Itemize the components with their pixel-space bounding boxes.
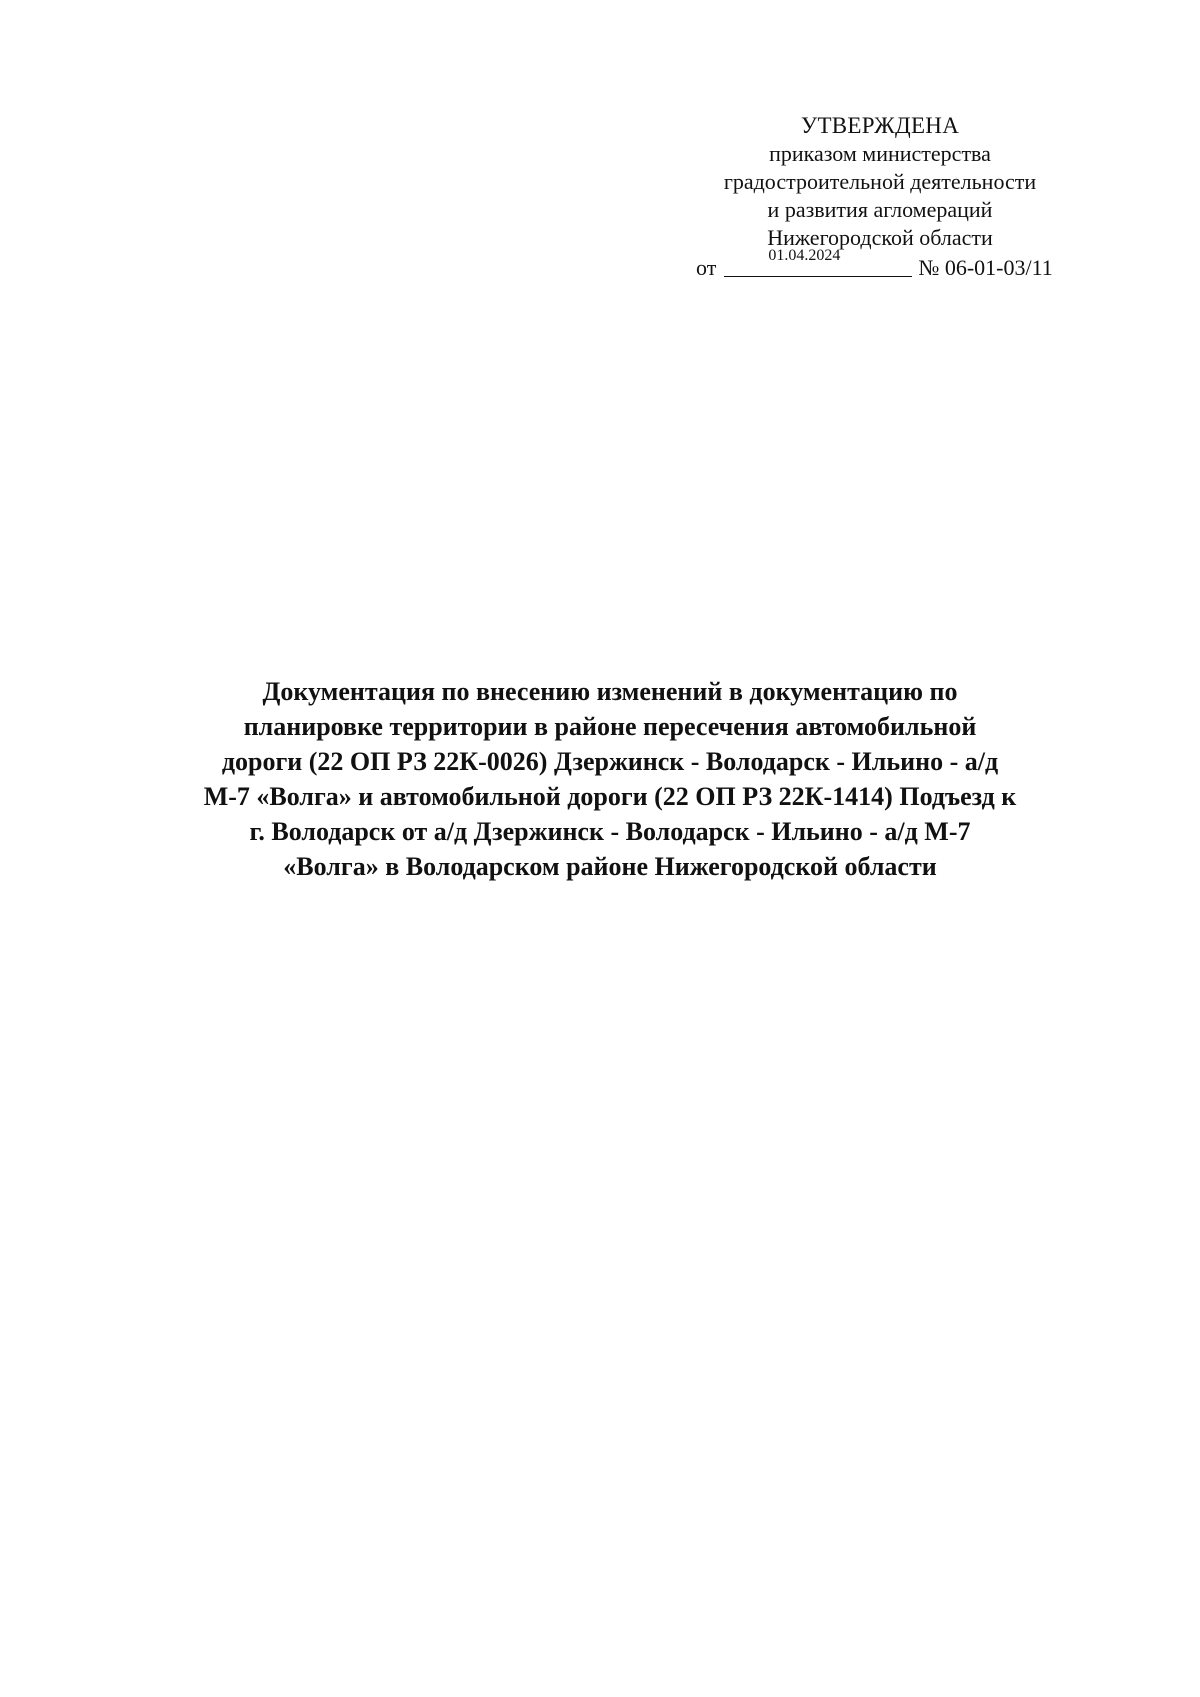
order-number: № 06-01-03/11 [918,255,1053,280]
order-line [696,247,1076,282]
approval-line: Нижегородской области [767,225,993,250]
approval-line: градостроительной деятельности [723,169,1037,194]
title-line: М-7 «Волга» и автомобильной дороги (22 ОП РЗ 22К-1414) Подъезд к [203,782,1017,811]
document-title [150,674,1070,884]
title-line: Документация по внесению изменений в документацию по [262,677,958,706]
approval-line: и развития агломераций [767,197,993,222]
title-line: «Волга» в Володарском районе Нижегородской области [283,852,937,881]
title-line: г. Володарск от а/д Дзержинск - Володарск - Ильино - а/д М-7 [249,817,971,846]
approval-block [690,112,1070,252]
approval-stamp: УТВЕРЖДЕНА [800,113,960,138]
title-line: планировке территории в районе пересечения автомобильной [243,712,977,741]
order-date: 01.04.2024 [768,247,841,264]
date-field [724,247,912,277]
date-prefix: от [696,255,717,280]
title-line: дороги (22 ОП РЗ 22К-0026) Дзержинск - Володарск - Ильино - а/д [221,747,999,776]
approval-line: приказом министерства [769,141,991,166]
